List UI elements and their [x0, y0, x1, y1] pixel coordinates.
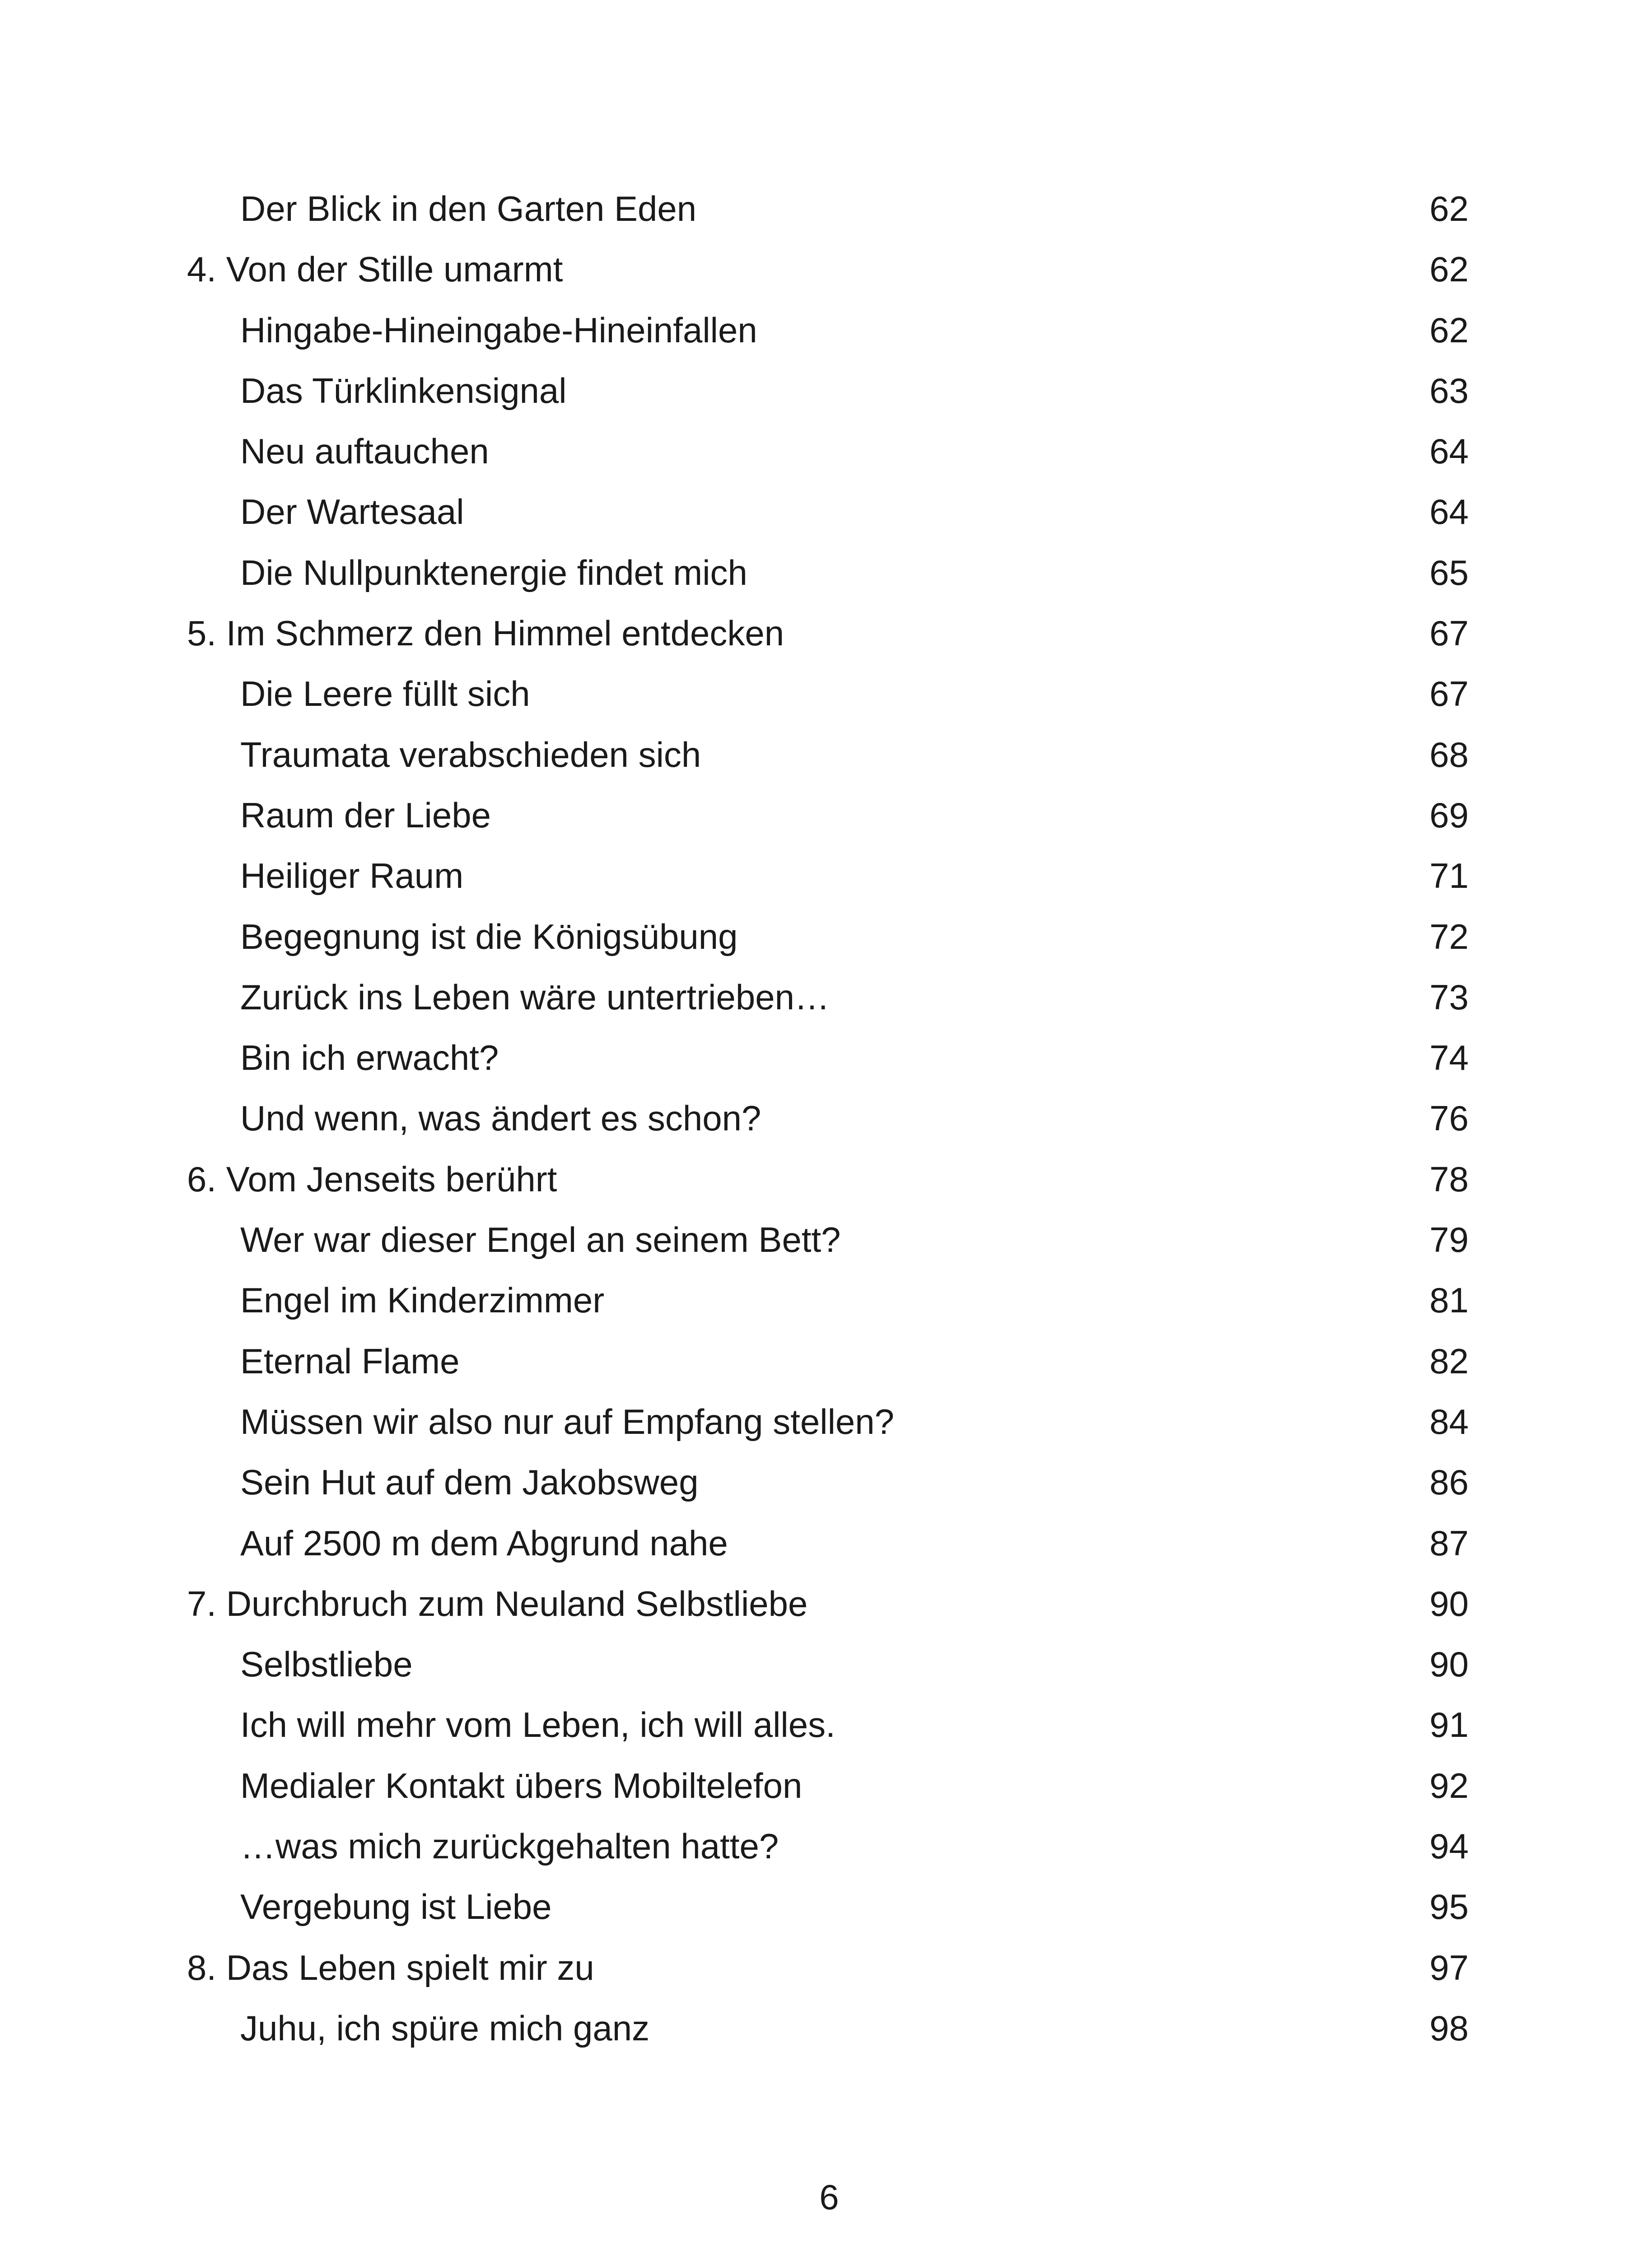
toc-entry-title: Heiliger Raum — [240, 856, 464, 896]
toc-entry-title: Hingabe-Hineingabe-Hineinfallen — [240, 310, 757, 350]
toc-entry-title: Traumata verabschieden sich — [240, 734, 701, 774]
toc-entry-title: Sein Hut auf dem Jakobsweg — [240, 1462, 699, 1502]
toc-section-entry — [0, 360, 1652, 421]
toc-section-entry — [0, 421, 1652, 481]
toc-entry-page: 79 — [1429, 1220, 1469, 1260]
toc-section-entry — [0, 1634, 1652, 1694]
toc-entry-title: Der Blick in den Garten Eden — [240, 189, 697, 229]
toc-entry-page: 86 — [1429, 1462, 1469, 1502]
toc-section-entry — [0, 1513, 1652, 1573]
toc-section-entry — [0, 178, 1652, 239]
toc-section-entry — [0, 1755, 1652, 1816]
toc-entry-page: 73 — [1429, 977, 1469, 1017]
toc-section-entry — [0, 1331, 1652, 1391]
toc-entry-page: 82 — [1429, 1341, 1469, 1381]
toc-section-entry — [0, 1209, 1652, 1270]
toc-entry-page: 71 — [1429, 856, 1469, 896]
toc-entry-title: 7. Durchbruch zum Neuland Selbstliebe — [187, 1583, 808, 1624]
toc-section-entry — [0, 1694, 1652, 1755]
toc-entry-title: Engel im Kinderzimmer — [240, 1280, 605, 1320]
toc-entry-title: 8. Das Leben spielt mir zu — [187, 1947, 594, 1987]
toc-entry-page: 64 — [1429, 431, 1469, 471]
toc-entry-title: 4. Von der Stille umarmt — [187, 249, 563, 289]
toc-chapter-entry — [0, 239, 1652, 299]
toc-entry-page: 67 — [1429, 674, 1469, 714]
toc-chapter-entry — [0, 1937, 1652, 1998]
toc-entry-page: 76 — [1429, 1098, 1469, 1138]
toc-entry-page: 92 — [1429, 1765, 1469, 1805]
toc-entry-title: Zurück ins Leben wäre untertrieben… — [240, 977, 830, 1017]
toc-entry-page: 95 — [1429, 1887, 1469, 1927]
toc-entry-title: Das Türklinkensignal — [240, 370, 567, 411]
toc-section-entry — [0, 1088, 1652, 1148]
toc-section-entry — [0, 1998, 1652, 2058]
toc-section-entry — [0, 542, 1652, 603]
toc-entry-title: Auf 2500 m dem Abgrund nahe — [240, 1523, 728, 1563]
toc-entry-page: 91 — [1429, 1705, 1469, 1745]
toc-entry-page: 98 — [1429, 2008, 1469, 2048]
page-number: 6 — [819, 2177, 839, 2217]
toc-entry-title: Neu auftauchen — [240, 431, 489, 471]
toc-entry-page: 74 — [1429, 1038, 1469, 1078]
toc-entry-title: Bin ich erwacht? — [240, 1038, 499, 1078]
toc-entry-title: Eternal Flame — [240, 1341, 460, 1381]
toc-section-entry — [0, 724, 1652, 785]
toc-section-entry — [0, 845, 1652, 906]
toc-entry-page: 94 — [1429, 1826, 1469, 1866]
toc-section-entry — [0, 1027, 1652, 1088]
toc-entry-title: Der Wartesaal — [240, 492, 464, 532]
toc-entry-page: 63 — [1429, 370, 1469, 411]
toc-entry-title: Medialer Kontakt übers Mobiltelefon — [240, 1765, 803, 1805]
toc-entry-title: Raum der Liebe — [240, 795, 491, 835]
toc-section-entry — [0, 1452, 1652, 1512]
toc-section-entry — [0, 300, 1652, 360]
toc-entry-title: Und wenn, was ändert es schon? — [240, 1098, 761, 1138]
toc-entry-title: Ich will mehr vom Leben, ich will alles. — [240, 1705, 835, 1745]
toc-entry-title: Die Nullpunktenergie findet mich — [240, 552, 747, 592]
toc-section-entry — [0, 967, 1652, 1027]
toc-section-entry — [0, 906, 1652, 967]
toc-entry-title: Die Leere füllt sich — [240, 674, 530, 714]
toc-entry-page: 90 — [1429, 1583, 1469, 1624]
toc-entry-title: Vergebung ist Liebe — [240, 1887, 552, 1927]
toc-entry-title: …was mich zurückgehalten hatte? — [240, 1826, 779, 1866]
toc-entry-title: Juhu, ich spüre mich ganz — [240, 2008, 650, 2048]
toc-entry-page: 65 — [1429, 552, 1469, 592]
toc-section-entry — [0, 1816, 1652, 1876]
toc-entry-title: Wer war dieser Engel an seinem Bett? — [240, 1220, 841, 1260]
toc-entry-page: 68 — [1429, 734, 1469, 774]
toc-entry-page: 67 — [1429, 613, 1469, 653]
toc-chapter-entry — [0, 1149, 1652, 1209]
toc-section-entry — [0, 481, 1652, 542]
toc-chapter-entry — [0, 1573, 1652, 1634]
toc-entry-page: 62 — [1429, 249, 1469, 289]
toc-entry-title: 6. Vom Jenseits berührt — [187, 1159, 557, 1199]
toc-entry-page: 62 — [1429, 310, 1469, 350]
toc-entry-page: 72 — [1429, 916, 1469, 956]
toc-section-entry — [0, 785, 1652, 845]
toc-entry-title: Selbstliebe — [240, 1644, 413, 1684]
toc-entry-page: 87 — [1429, 1523, 1469, 1563]
toc-section-entry — [0, 663, 1652, 724]
toc-entry-page: 84 — [1429, 1401, 1469, 1442]
toc-section-entry — [0, 1391, 1652, 1452]
toc-entry-title: Müssen wir also nur auf Empfang stellen? — [240, 1401, 895, 1442]
toc-section-entry — [0, 1876, 1652, 1937]
toc-entry-title: Begegnung ist die Königsübung — [240, 916, 738, 956]
toc-entry-page: 90 — [1429, 1644, 1469, 1684]
toc-entry-page: 81 — [1429, 1280, 1469, 1320]
toc-section-entry — [0, 1270, 1652, 1330]
toc-entry-page: 69 — [1429, 795, 1469, 835]
toc-entry-title: 5. Im Schmerz den Himmel entdecken — [187, 613, 784, 653]
toc-chapter-entry — [0, 603, 1652, 663]
toc-entry-page: 64 — [1429, 492, 1469, 532]
toc-entry-page: 78 — [1429, 1159, 1469, 1199]
toc-entry-page: 97 — [1429, 1947, 1469, 1987]
toc-entry-page: 62 — [1429, 189, 1469, 229]
